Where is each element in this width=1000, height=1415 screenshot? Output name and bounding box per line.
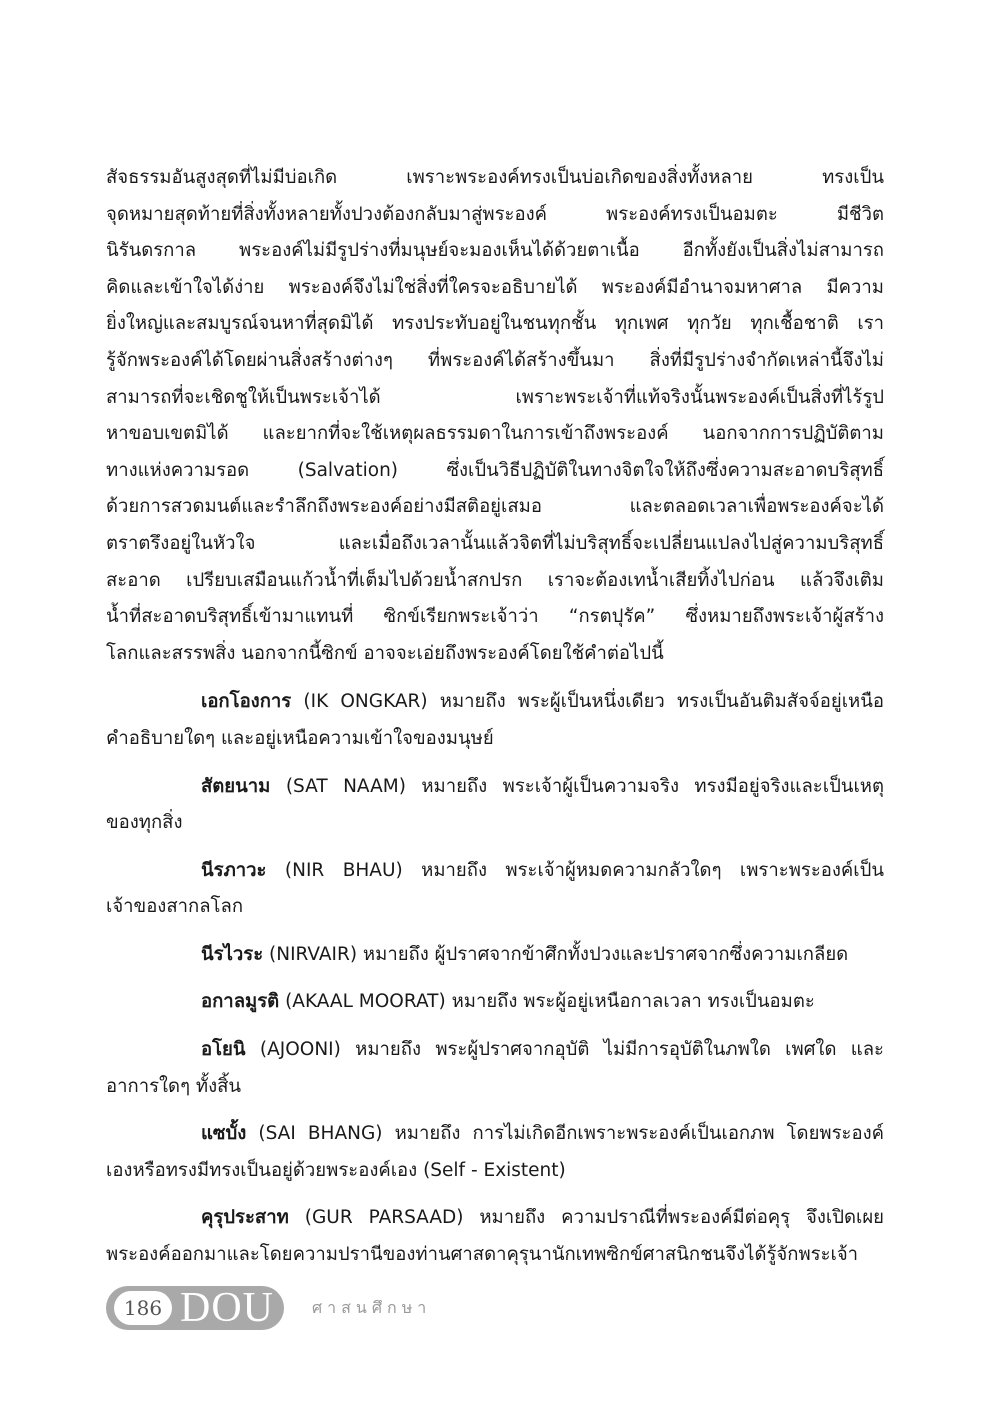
- definition-term: เอกโองการ: [201, 691, 292, 713]
- definition-line: [106, 853, 884, 890]
- definition-term: อกาลมูรติ: [201, 991, 280, 1013]
- definition-line: [106, 937, 884, 974]
- definition-nirvair: [106, 937, 884, 974]
- definition-line: เองหรือทรงมีทรงเป็นอยู่ด้วยพระองค์เอง (Self - Existent): [106, 1159, 566, 1181]
- text-line: สะอาด เปรียบเสมือนแก้วน้ำที่เต็มไปด้วยน้ำสกปรก เราจะต้องเทน้ำเสียทิ้งไปก่อน แล้วจึงเติม: [106, 569, 884, 591]
- definition-term: อโยนิ: [201, 1039, 246, 1061]
- text-line: สัจธรรมอันสูงสุดที่ไม่มีบ่อเกิด เพราะพระองค์ทรงเป็นบ่อเกิดของสิ่งทั้งหลาย ทรงเป็น: [106, 167, 884, 188]
- definition-ajooni: [106, 1032, 884, 1105]
- definition-line: [106, 1032, 884, 1069]
- definition-line: [106, 1116, 884, 1153]
- definition-akaal-moorat: [106, 984, 884, 1021]
- definition-sat-naam: [106, 769, 884, 842]
- definition-gur-parsaad: [106, 1200, 884, 1273]
- definition-text: (SAT NAAM) หมายถึง พระเจ้าผู้เป็นความจริง ทรงมีอยู่จริงและเป็นเหตุ: [270, 775, 884, 797]
- definition-line: [106, 684, 884, 721]
- text-line: ด้วยการสวดมนต์และรำลึกถึงพระองค์อย่างมีสติอยู่เสมอ และตลอดเวลาเพื่อพระองค์จะได้: [106, 496, 884, 518]
- definition-line: พระองค์ออกมาและโดยความปรานีของท่านศาสดาคุรุนานักเทพซิกข์ศาสนิกชนจึงได้รู้จักพระเจ้า: [106, 1244, 859, 1266]
- subject-title: ศาสนศึกษา: [312, 1297, 432, 1317]
- document-body: [106, 160, 884, 1274]
- text-line: สามารถที่จะเชิดชูให้เป็นพระเจ้าได้ เพราะพระเจ้าที่แท้จริงนั้นพระองค์เป็นสิ่งที่ไร้รูป: [106, 386, 884, 408]
- definition-text: (GUR PARSAAD) หมายถึง ความปราณีที่พระองค์มีต่อคุรุ จึงเปิดเผย: [288, 1207, 884, 1229]
- text-line: คิดและเข้าใจได้ง่าย พระองค์จึงไม่ใช่สิ่งที่ใครจะอธิบายได้ พระองค์มีอำนาจมหาศาล มีความ: [106, 276, 884, 298]
- definition-term: คุรุประสาท: [201, 1207, 289, 1229]
- text-line: ยิ่งใหญ่และสมบูรณ์จนหาที่สุดมิได้ ทรงประทับอยู่ในชนทุกชั้น ทุกเพศ ทุกวัย ทุกเชื้อชาติ เรา: [106, 313, 884, 335]
- definition-line: [106, 1200, 884, 1237]
- definition-term: แซบั้ง: [201, 1123, 247, 1145]
- definition-term: สัตยนาม: [201, 775, 271, 797]
- text-line: น้ำที่สะอาดบริสุทธิ์เข้ามาแทนที่ ซิกข์เรียกพระเจ้าว่า “กรตปุรัค” ซึ่งหมายถึงพระเจ้าผู้สร้าง: [106, 606, 884, 628]
- brand-logo: DOU: [180, 1285, 274, 1331]
- definition-text: (NIR BHAU) หมายถึง พระเจ้าผู้หมดความกลัวใดๆ เพราะพระองค์เป็น: [266, 859, 884, 881]
- definition-line: อาการใดๆ ทั้งสิ้น: [106, 1075, 242, 1097]
- definition-term: นีรไวระ: [201, 943, 264, 965]
- page-number: 186: [114, 1291, 172, 1325]
- text-line: จุดหมายสุดท้ายที่สิ่งทั้งหลายทั้งปวงต้องกลับมาสู่พระองค์ พระองค์ทรงเป็นอมตะ มีชีวิต: [106, 203, 884, 225]
- definition-text: (SAI BHANG) หมายถึง การไม่เกิดอีกเพราะพระองค์เป็นเอกภพ โดยพระองค์: [246, 1123, 884, 1145]
- text-line: รู้จักพระองค์ได้โดยผ่านสิ่งสร้างต่างๆ ที่พระองค์ได้สร้างขึ้นมา สิ่งที่มีรูปร่างจำกัดเหล่านี้จึงไม่: [106, 349, 884, 371]
- definition-nir-bhau: [106, 853, 884, 926]
- definition-term: นีรภาวะ: [201, 859, 267, 881]
- definition-text: (AJOONI) หมายถึง พระผู้ปราศจากอุบัติ ไม่มีการอุบัติในภพใด เพศใด และ: [245, 1039, 884, 1061]
- text-line: หาขอบเขตมิได้ และยากที่จะใช้เหตุผลธรรมดาในการเข้าถึงพระองค์ นอกจากการปฏิบัติตาม: [106, 423, 884, 445]
- definition-line: [106, 984, 884, 1021]
- intro-paragraph: [106, 160, 884, 672]
- definition-ik-ongkar: [106, 684, 884, 757]
- text-line: นิรันดรกาล พระองค์ไม่มีรูปร่างที่มนุษย์จะมองเห็นได้ด้วยตาเนื้อ อีกทั้งยังเป็นสิ่งไม่สามารถ: [106, 240, 884, 262]
- text-line: ตราตรึงอยู่ในหัวใจ และเมื่อถึงเวลานั้นแล้วจิตที่ไม่บริสุทธิ์จะเปลี่ยนแปลงไปสู่ความบริสุทธิ์: [106, 532, 884, 554]
- definition-text: (AKAAL MOORAT) หมายถึง พระผู้อยู่เหนือกาลเวลา ทรงเป็นอมตะ: [279, 991, 815, 1013]
- definition-text: (NIRVAIR) หมายถึง ผู้ปราศจากข้าศึกทั้งปวงและปราศจากซึ่งความเกลียด: [263, 943, 849, 965]
- definition-line: เจ้าของสากลโลก: [106, 896, 244, 918]
- definition-line: คำอธิบายใดๆ และอยู่เหนือความเข้าใจของมนุษย์: [106, 727, 494, 749]
- definition-sai-bhang: [106, 1116, 884, 1189]
- text-line: โลกและสรรพสิ่ง นอกจากนี้ซิกข์ อาจจะเอ่ยถึงพระองค์โดยใช้คำต่อไปนี้: [106, 642, 664, 664]
- definition-line: [106, 769, 884, 806]
- text-line: ทางแห่งความรอด (Salvation) ซึ่งเป็นวิธีปฏิบัติในทางจิตใจให้ถึงซึ่งความสะอาดบริสุทธิ์: [106, 459, 884, 481]
- definition-text: (IK ONGKAR) หมายถึง พระผู้เป็นหนึ่งเดียว ทรงเป็นอันติมสัจจ์อยู่เหนือ: [291, 691, 884, 713]
- page-footer: [106, 1286, 431, 1330]
- footer-badge: [106, 1286, 284, 1330]
- definition-line: ของทุกสิ่ง: [106, 812, 183, 834]
